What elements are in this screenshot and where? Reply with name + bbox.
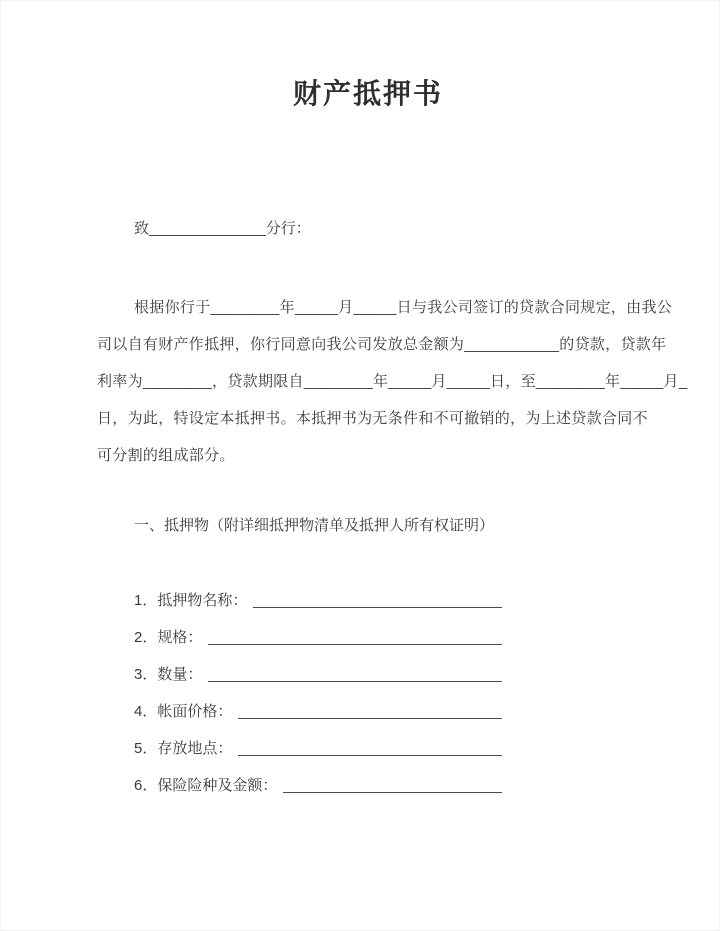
fill-in-blank-line — [253, 607, 502, 608]
list-item-book-value — [134, 702, 502, 722]
list-item-label: 5．存放地点： — [134, 740, 233, 757]
collateral-item-list — [134, 591, 639, 796]
paragraph-line-4: 日，为此，特设定本抵押书。本抵押书为无条件和不可撤销的，为上述贷款合同不 — [97, 410, 648, 427]
fill-in-blank-line — [238, 755, 502, 756]
paragraph-line-5: 可分割的组成部分。 — [97, 447, 235, 464]
list-item-label: 3．数量： — [134, 666, 203, 683]
section-heading-collateral: 一、抵押物（附详细抵押物清单及抵押人所有权证明） — [134, 517, 495, 534]
fill-in-blank-line — [208, 681, 502, 682]
salutation-line: 致______________分行： — [134, 220, 311, 237]
paragraph-line-1: 根据你行于________年_____月_____日与我公司签订的贷款合同规定，由我公 — [134, 299, 673, 316]
paragraph-line-3: 利率为________，贷款期限自________年_____月_____日，至________年_____月_ — [97, 373, 688, 390]
list-item-quantity — [134, 665, 502, 685]
fill-in-blank-line — [238, 718, 502, 719]
list-item-storage-location — [134, 739, 502, 759]
document-title: 财产抵押书 — [292, 78, 443, 109]
list-item-collateral-name — [134, 591, 502, 611]
fill-in-blank-line — [208, 644, 502, 645]
fill-in-blank-line — [283, 792, 502, 793]
intro-paragraph — [97, 289, 688, 474]
list-item-label: 1．抵押物名称： — [134, 592, 248, 609]
paragraph-line-2: 司以自有财产作抵押，你行同意向我公司发放总金额为___________的贷款，贷款年 — [97, 336, 667, 353]
list-item-specification — [134, 628, 502, 648]
list-item-label: 4．帐面价格： — [134, 703, 233, 720]
list-item-label: 6．保险险种及金额： — [134, 777, 278, 794]
list-item-insurance-type-amount — [134, 776, 502, 796]
list-item-label: 2．规格： — [134, 629, 203, 646]
